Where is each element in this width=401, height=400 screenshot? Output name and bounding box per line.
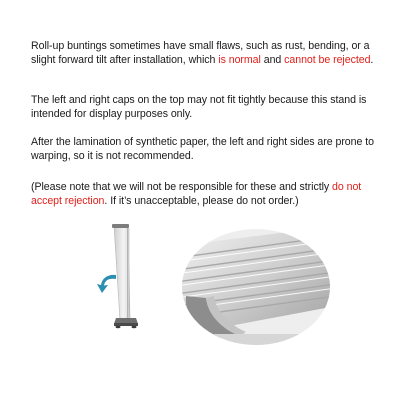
notice-flaws-text: Roll-up buntings sometimes have small flaws, such as rust, bending, or a slight forward tilt after installation, which	[31, 40, 370, 66]
notice-is-normal: is normal	[218, 53, 261, 66]
notice-disclaimer-end: . If it’s unacceptable, please do not order.)	[104, 194, 299, 207]
notice-paragraph-warping: After the lamination of synthetic paper, the left and right sides are prone to warping, so it is not recommended.	[31, 136, 374, 162]
stand-cap-closeup-image	[176, 226, 336, 348]
notice-period: .	[370, 53, 374, 66]
notice-do-not-accept-rejection: do not accept rejection	[31, 181, 362, 207]
notice-paragraph-caps: The left and right caps on the top may not fit tightly because this stand is intended for display purposes only.	[31, 94, 367, 120]
curved-arrow-icon	[94, 272, 118, 294]
notice-cannot-be-rejected: cannot be rejected	[284, 53, 371, 66]
notice-and: and	[260, 53, 285, 66]
notice-disclaimer-text: (Please note that we will not be responsible for these and strictly	[31, 181, 333, 193]
notice-paragraph-disclaimer	[31, 181, 381, 208]
notice-paragraph-flaws	[31, 40, 376, 67]
